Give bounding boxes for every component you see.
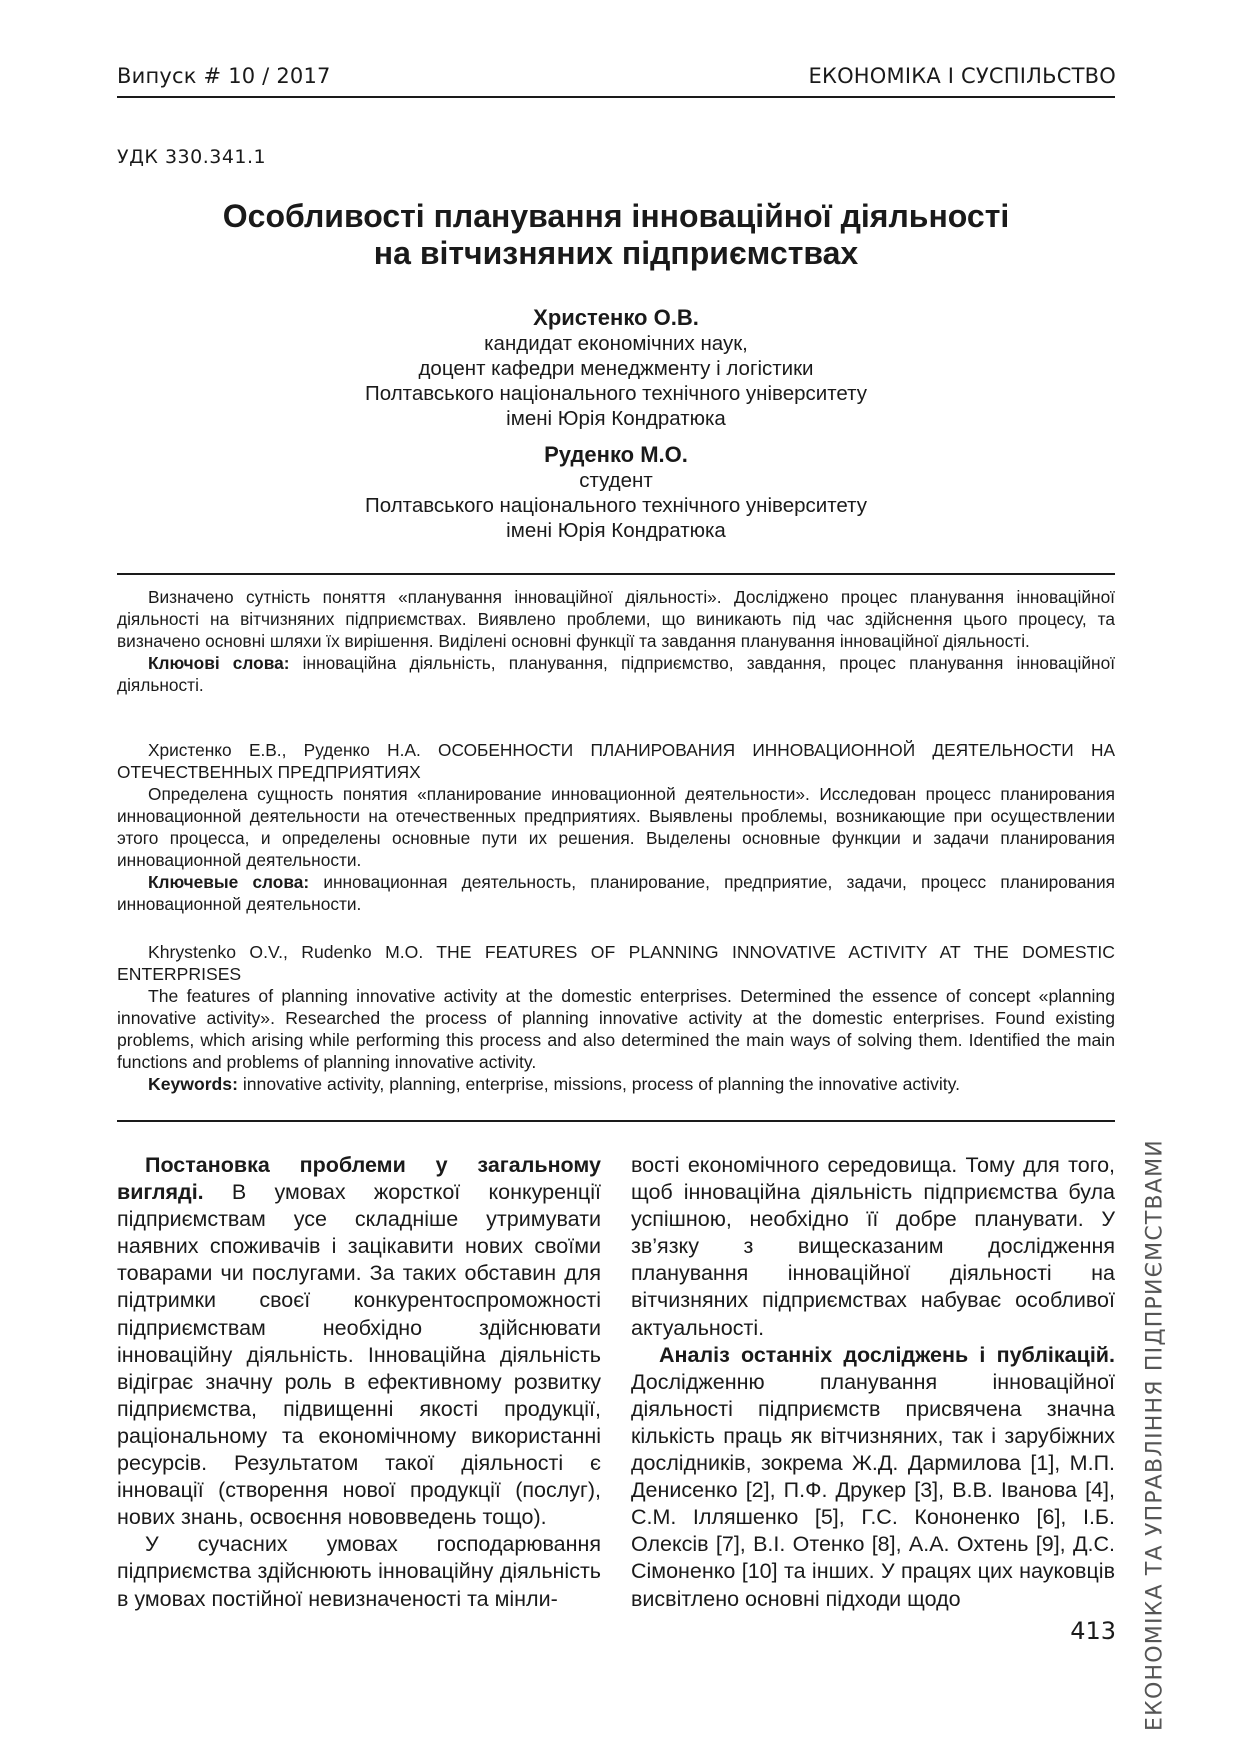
author-affiliation-line: Полтавського національного технічного університету bbox=[365, 494, 867, 517]
author-name: Христенко О.В. bbox=[533, 305, 699, 330]
keywords-label: Ключові слова: bbox=[148, 653, 290, 673]
author-affiliation-line: Полтавського національного технічного університету bbox=[365, 382, 867, 405]
author-name: Руденко М.О. bbox=[544, 442, 688, 467]
keywords-text: інноваційна діяльність, планування, підприємство, завдання, процес планування інноваційної діяльності. bbox=[117, 653, 1115, 695]
abstract-heading: Христенко Е.В., Руденко Н.А. ОСОБЕННОСТИ ПЛАНИРОВАНИЯ ИННОВАЦИОННОЙ ДЕЯТЕЛЬНОСТИ НА ОТЕЧЕСТВЕННЫХ ПРЕДПРИЯТИЯХ bbox=[117, 740, 1115, 782]
abstract-english bbox=[117, 941, 1115, 1095]
section-heading: Аналіз останніх досліджень і публікацій. bbox=[659, 1342, 1115, 1367]
keywords-label: Keywords: bbox=[148, 1074, 238, 1094]
issue-label: Випуск # 10 / 2017 bbox=[117, 64, 331, 88]
article-title bbox=[117, 198, 1115, 272]
title-line-1: Особливості планування інноваційної діяльності bbox=[222, 198, 1010, 234]
body-paragraph: Аналіз останніх досліджень і публікацій. Дослідженню планування інноваційної діяльності підприємств присвячена значна кількість праць як вітчизняних, так і зарубіжних дослідників, зокрема Ж.Д. Дармилова [1], М.П. Денисенко [2], П.Ф. Друкер [3], В.В. Іванова [4], С.М. Ілляшенко [5], Г.С. Кононенко [6], І.Б. Олексів [7], В.І. Отенко [8], А.А. Охтень [9], Д.С. Сімоненко [10] та інших. У працях цих науковців висвітлено основні підходи щодо bbox=[631, 1342, 1115, 1611]
keywords bbox=[117, 1073, 1115, 1095]
keywords-text: инновационная деятельность, планирование, предприятие, задачи, процесс планирования инновационной деятельности. bbox=[117, 872, 1115, 914]
abstract-text: Определена сущность понятия «планирование инновационной деятельности». Исследован процесс планирования инновационной деятельности на отечественных предприятиях. Выявлены проблемы, возникающие при осуществлении этого процесса, и определены основные пути их решения. Выделены основные функции и задачи планирования инновационной деятельности. bbox=[117, 784, 1115, 870]
abstract-heading: Khrystenko O.V., Rudenko M.O. THE FEATURES OF PLANNING INNOVATIVE ACTIVITY AT THE DOMESTIC ENTERPRISES bbox=[117, 942, 1115, 984]
body-column-right bbox=[631, 1152, 1115, 1613]
abstract-russian bbox=[117, 739, 1115, 915]
keywords bbox=[117, 652, 1115, 696]
author-affiliation-line: кандидат економічних наук, bbox=[484, 332, 748, 355]
section-heading: Постановка проблеми у загальному вигляді. bbox=[117, 1153, 601, 1205]
keywords-label: Ключевые слова: bbox=[148, 872, 310, 892]
abstract-bottom-divider bbox=[117, 1120, 1115, 1122]
author-affiliation-line: імені Юрія Кондратюка bbox=[506, 519, 726, 542]
journal-title: ЕКОНОМІКА І СУСПІЛЬСТВО bbox=[808, 64, 1116, 88]
author-block-1 bbox=[117, 305, 1115, 431]
abstract-text: Визначено сутність поняття «планування інноваційної діяльності». Досліджено процес планування інноваційної діяльності на вітчизняних підприємствах. Виявлено проблеми, що виникають під час здійснення цього процесу, та визначено основні шляхи їх вирішення. Виділені основні функції та завдання планування інноваційної діяльності. bbox=[117, 587, 1115, 651]
body-paragraph: вості економічного середовища. Тому для того, щоб інноваційна діяльність підприємства була успішною, необхідно її добре планувати. У зв’язку з вищесказаним дослідження планування інноваційної діяльності на вітчизняних підприємствах набуває особливої актуальності. bbox=[631, 1153, 1115, 1340]
keywords-text: innovative activity, planning, enterprise, missions, process of planning the innovative activity. bbox=[237, 1074, 960, 1094]
header-divider bbox=[117, 96, 1115, 98]
body-paragraph: У сучасних умовах господарювання підприємства здійснюють інноваційну діяльність в умовах постійної невизначеності та мінли- bbox=[117, 1532, 601, 1611]
author-affiliation-line: імені Юрія Кондратюка bbox=[506, 407, 726, 430]
abstract-top-divider bbox=[117, 573, 1115, 575]
section-side-label: ЕКОНОМІКА ТА УПРАВЛІННЯ ПІДПРИЄМСТВАМИ bbox=[1142, 1139, 1168, 1731]
title-line-2: на вітчизняних підприємствах bbox=[373, 235, 859, 271]
abstract-ukrainian bbox=[117, 586, 1115, 696]
keywords bbox=[117, 871, 1115, 915]
author-affiliation-line: студент bbox=[579, 469, 653, 492]
body-paragraph: Постановка проблеми у загальному вигляді. В умовах жорсткої конкуренції підприємствам усе складніше утримувати наявних споживачів і зацікавити нових своїми товарами чи послугами. За таких обставин для підтримки своєї конкурентоспроможності підприємствам необхідно здійснювати інноваційну діяльність. Інноваційна діяльність відіграє значну роль в ефективному розвитку підприємства, підвищенні якості продукції, раціональному та економічному використанні ресурсів. Результатом такої діяльності є інновації (створення нової продукції (послуг), нових знань, освоєння нововведень тощо). bbox=[117, 1153, 601, 1530]
udk-code: УДК 330.341.1 bbox=[117, 146, 267, 168]
page-number: 413 bbox=[1070, 1617, 1116, 1645]
body-column-left bbox=[117, 1152, 601, 1613]
author-block-2 bbox=[117, 442, 1115, 543]
abstract-text: The features of planning innovative activity at the domestic enterprises. Determined the essence of concept «planning innovative activity». Researched the process of planning innovative activity at the domestic enterprises. Found existing problems, which arising while performing this process and also determined the main ways of solving them. Identified the main functions and problems of planning innovative activity. bbox=[117, 986, 1115, 1072]
author-affiliation-line: доцент кафедри менеджменту і логістики bbox=[418, 357, 814, 380]
